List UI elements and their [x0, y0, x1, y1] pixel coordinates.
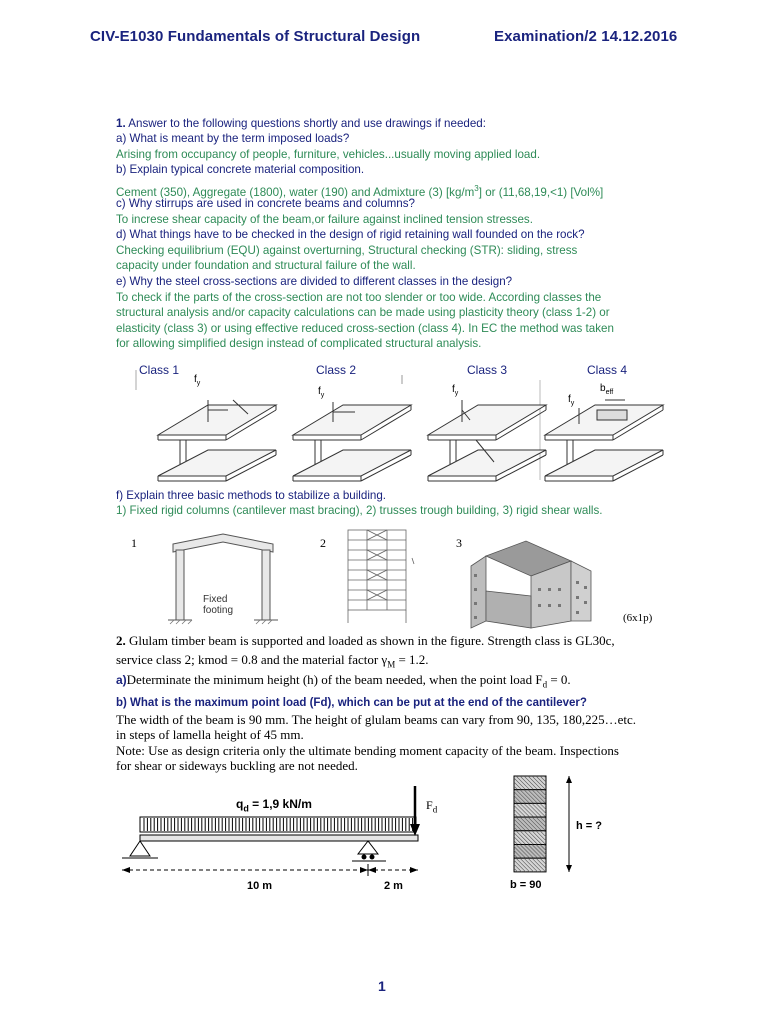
points-label: (6x1p)	[623, 612, 653, 624]
q2-number: 2.	[116, 633, 126, 648]
q2-para-line1: The width of the beam is 90 mm. The height of glulam beams can vary from 90, 135, 180,225…etc.	[116, 712, 637, 727]
width-label: b = 90	[510, 879, 542, 891]
q1f-answer: 1) Fixed rigid columns (cantilever mast bracing), 2) trusses trough building, 3) rigid shear walls.	[116, 504, 603, 517]
q1e-answer-line4: for allowing simplified design instead of complicated structural analysis.	[116, 337, 482, 350]
q1c-question: c) Why stirrups are used in concrete beams and columns?	[116, 197, 415, 210]
page-number: 1	[378, 978, 386, 994]
class-4-label: Class 4	[587, 363, 628, 377]
q1d-question: d) What things have to be checked in the design of rigid retaining wall founded on the rock?	[116, 228, 585, 241]
load-label: $q_d = 1,9$ kN/m	[236, 797, 312, 814]
height-label: h = ?	[576, 820, 602, 832]
course-title: CIV-E1030 Fundamentals of Structural Design	[90, 28, 421, 45]
q2-line1	[116, 633, 615, 649]
q1-intro	[116, 116, 486, 132]
q1d-answer-line1: Checking equilibrium (EQU) against overturning, Structural checking (STR): sliding, stress	[116, 244, 578, 257]
q1e-question: e) Why the steel cross-sections are divided to different classes in the design?	[116, 275, 513, 288]
q1e-answer-line3: elasticity (class 3) or using effective reduced cross-section (class 4). In EC the method was taken	[116, 322, 614, 335]
span-2m-label: 2 m	[384, 880, 403, 892]
fy-label-4: $f_y$	[568, 394, 575, 407]
fig-number-3: 3	[456, 536, 462, 550]
q1d-answer-line2: capacity under foundation and structural failure of the wall.	[116, 259, 416, 272]
q2-line2: service class 2; kmod = 0.8 and the material factor $\gamma_M = 1.2$.	[116, 652, 429, 670]
q2-para-line4: for shear or sideways buckling are not needed.	[116, 758, 358, 773]
fy-label-2: $f_y$	[318, 386, 325, 399]
class-3-label: Class 3	[467, 363, 508, 377]
span-10m-label: 10 m	[247, 880, 273, 892]
q1e-answer-line2: structural analysis and/or capacity calculations can be made using plasticity theory (class 1-2) or	[116, 306, 610, 319]
fy-label-3: $f_y$	[452, 384, 459, 397]
q2-para-line2: in steps of lamella height of 45 mm.	[116, 727, 304, 742]
shear-wall-drawing	[466, 536, 596, 631]
truss-bracing-drawing	[340, 528, 420, 628]
q1e-answer-line1: To check if the parts of the cross-section are not too slender or too wide. According classes the	[116, 291, 602, 304]
fixed-footing-label: Fixed footing	[203, 594, 234, 616]
q1b-answer-sup: 3	[474, 184, 479, 193]
steel-class-drawings	[130, 370, 670, 490]
q1a-question: a) What is meant by the term imposed loads?	[116, 132, 350, 145]
beam-diagram	[118, 780, 438, 895]
q2b-question: b) What is the maximum point load (Fd), which can be put at the end of the cantilever?	[116, 697, 587, 709]
fy-label-1: $f_y$	[194, 374, 201, 387]
class-2-label: Class 2	[316, 363, 357, 377]
q1-number: 1.	[116, 117, 126, 130]
q1b-answer-main: Cement (350), Aggregate (1800), water (190) and Admixture (3) [kg/m	[116, 185, 475, 199]
exam-date: Examination/2 14.12.2016	[494, 28, 678, 45]
q1b-answer-end: ] or (11,68,19,<1) [Vol%]	[478, 185, 604, 199]
q2-para-line3: Note: Use as design criteria only the ultimate bending moment capacity of the beam. Inspections	[116, 743, 619, 758]
q2-line1-text: Glulam timber beam is supported and loaded as shown in the figure. Strength class is GL30c,	[129, 633, 615, 648]
q1c-answer: To increse shear capacity of the beam,or failure against inclined tension stresses.	[116, 213, 533, 226]
force-label: $F_d$	[426, 798, 438, 815]
q1b-question: b) Explain typical concrete material composition.	[116, 163, 365, 176]
q1-intro-text: Answer to the following questions shortly and use drawings if needed:	[128, 117, 486, 130]
class-1-label: Class 1	[139, 363, 180, 377]
q1f-question: f) Explain three basic methods to stabilize a building.	[116, 489, 387, 502]
fig-number-2: 2	[320, 536, 326, 550]
beff-label: $b_{eff}$	[600, 383, 614, 396]
q2a-question: a)Determinate the minimum height (h) of the beam needed, when the point load $F_d = 0$.	[116, 672, 571, 690]
fig-number-1: 1	[131, 536, 137, 550]
q1a-answer: Arising from occupancy of people, furniture, vehicles...usually moving applied load.	[116, 148, 541, 161]
